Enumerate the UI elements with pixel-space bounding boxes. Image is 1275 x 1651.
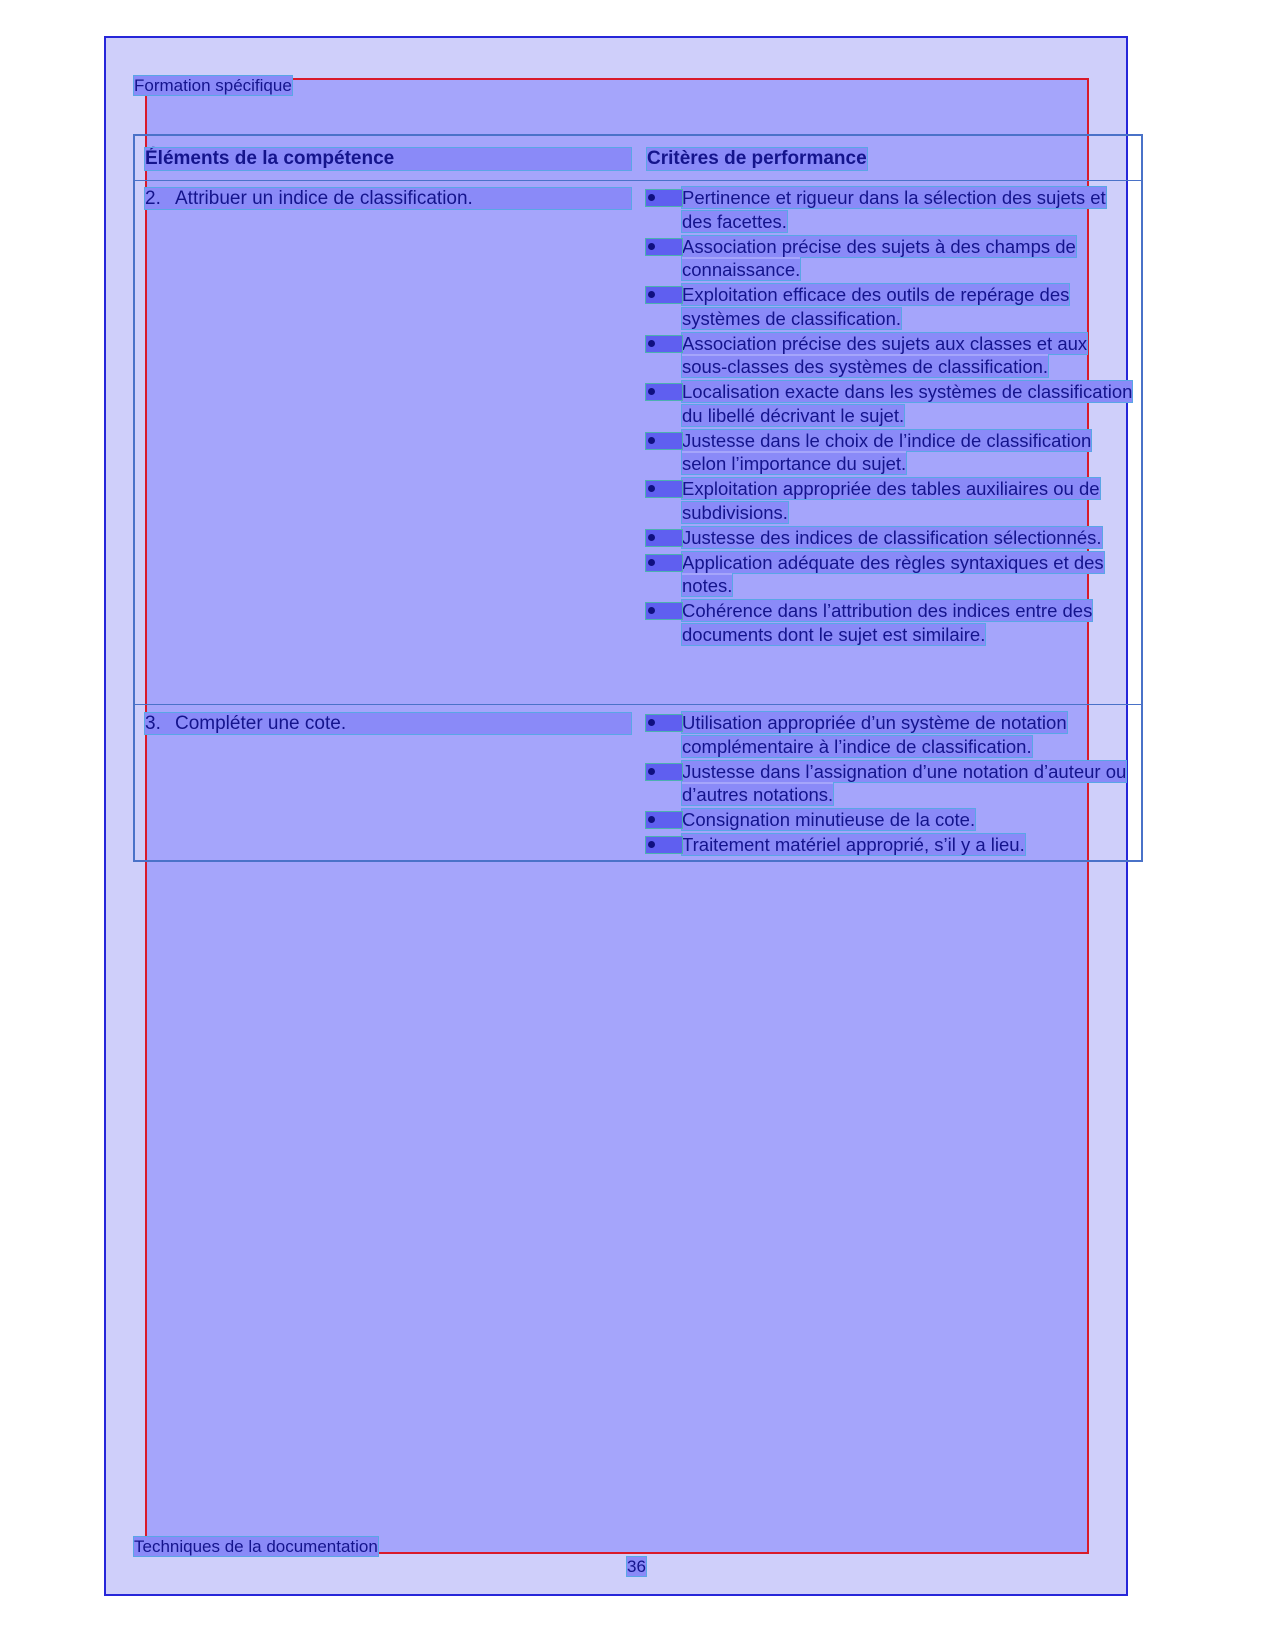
- list-item: [646, 526, 1136, 550]
- criterion-text: Justesse dans l’assignation d’une notation d’auteur ou d’autres notations.: [682, 760, 1127, 805]
- footer-program: Techniques de la documentation: [134, 1537, 378, 1556]
- bullet-icon: [646, 530, 682, 546]
- bullet-icon: [646, 812, 682, 828]
- criterion-text: Association précise des sujets à des champs de connaissance.: [682, 235, 1076, 280]
- list-item: [646, 186, 1136, 233]
- criterion-text: Justesse dans le choix de l’indice de classification selon l’importance du sujet.: [682, 429, 1092, 474]
- competence-table: [133, 134, 1143, 862]
- element-cell: [145, 188, 631, 209]
- column-header-criteria: Critères de performance: [647, 148, 867, 169]
- list-item: [646, 380, 1136, 427]
- running-header: Formation spécifique: [134, 76, 292, 95]
- list-item: [646, 808, 1136, 832]
- column-header-elements: Éléments de la compétence: [145, 148, 631, 170]
- bullet-icon: [646, 764, 682, 780]
- bullet-icon: [646, 336, 682, 352]
- list-item: [646, 235, 1136, 282]
- list-item: [646, 760, 1136, 807]
- table-row: [135, 180, 1141, 705]
- bullet-icon: [646, 190, 682, 206]
- criterion-text: Consignation minutieuse de la cote.: [682, 809, 976, 830]
- list-item: [646, 599, 1136, 646]
- table-row: [135, 705, 1141, 861]
- bullet-icon: [646, 837, 682, 853]
- bullet-icon: [646, 433, 682, 449]
- element-text: Compléter une cote.: [175, 713, 347, 734]
- bullet-icon: [646, 555, 682, 571]
- criteria-list: [646, 186, 1136, 648]
- criterion-text: Cohérence dans l’attribution des indices entre des documents dont le sujet est similaire.: [682, 600, 1093, 645]
- list-item: [646, 429, 1136, 476]
- element-number: 2.: [145, 188, 161, 209]
- list-item: [646, 332, 1136, 379]
- criterion-text: Justesse des indices de classification sélectionnés.: [682, 526, 1102, 548]
- list-item: [646, 551, 1136, 598]
- bullet-icon: [646, 384, 682, 400]
- criterion-text: Association précise des sujets aux classes et aux sous-classes des systèmes de classification.: [682, 332, 1088, 377]
- criterion-text: Application adéquate des règles syntaxiques et des notes.: [682, 551, 1104, 596]
- bullet-icon: [646, 239, 682, 255]
- criterion-text: Utilisation appropriée d’un système de notation complémentaire à l’indice de classification.: [682, 712, 1067, 757]
- element-text: Attribuer un indice de classification.: [175, 188, 473, 209]
- list-item: [646, 711, 1136, 758]
- list-item: [646, 477, 1136, 524]
- bullet-icon: [646, 287, 682, 303]
- list-item: [646, 833, 1136, 857]
- criterion-text: Exploitation appropriée des tables auxiliaires ou de subdivisions.: [682, 478, 1100, 523]
- bullet-icon: [646, 481, 682, 497]
- criterion-text: Localisation exacte dans les systèmes de classification du libellé décrivant le sujet.: [682, 381, 1133, 426]
- element-cell: [145, 713, 631, 734]
- page-number: 36: [627, 1557, 646, 1576]
- bullet-icon: [646, 715, 682, 731]
- bullet-icon: [646, 603, 682, 619]
- criterion-text: Traitement matériel approprié, s’il y a lieu.: [682, 834, 1025, 855]
- table-header-row: [135, 136, 1141, 181]
- element-number: 3.: [145, 713, 161, 734]
- criterion-text: Exploitation efficace des outils de repérage des systèmes de classification.: [682, 284, 1070, 329]
- criterion-text: Pertinence et rigueur dans la sélection des sujets et des facettes.: [682, 187, 1106, 232]
- criteria-list: [646, 711, 1136, 858]
- list-item: [646, 283, 1136, 330]
